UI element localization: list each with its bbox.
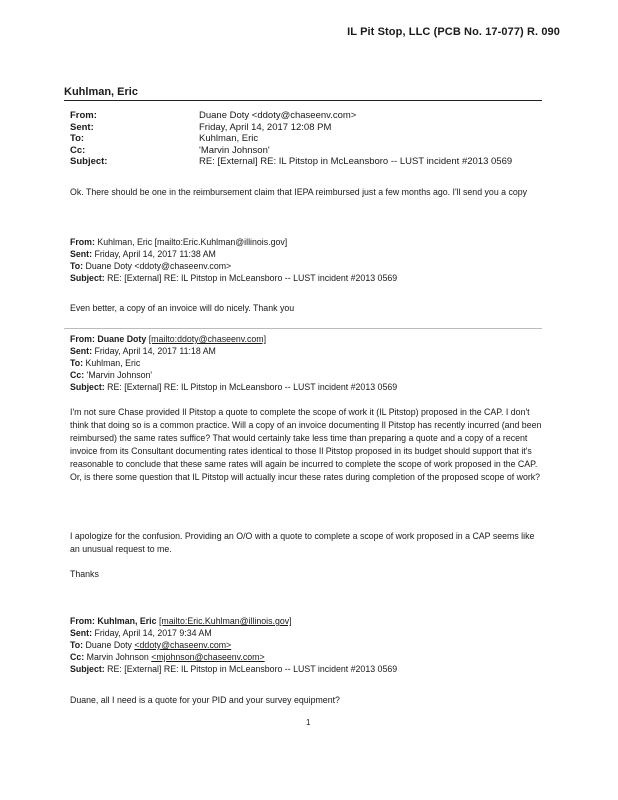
- email-header-table: [70, 110, 512, 168]
- message-2-subject: Subject: RE: [External] RE: IL Pitstop in McLeansboro -- LUST incident #2013 0569: [70, 273, 398, 283]
- message-4-to-email-link[interactable]: <ddoty@chaseenv.com>: [134, 640, 232, 650]
- message-3-from: From: Duane Doty [mailto:ddoty@chaseenv.com]: [70, 334, 267, 344]
- message-2-sent: Sent: Friday, April 14, 2017 11:38 AM: [70, 249, 216, 259]
- header-row-cc: Cc: 'Marvin Johnson': [70, 144, 270, 156]
- mailbox-owner-name: Kuhlman, Eric: [64, 86, 138, 98]
- message-2-to: To: Duane Doty <ddoty@chaseenv.com>: [70, 261, 232, 271]
- message-3-mailto-link[interactable]: [mailto:ddoty@chaseenv.com]: [148, 334, 267, 344]
- message-4-mailto-link[interactable]: [mailto:Eric.Kuhlman@illinois.gov]: [158, 616, 292, 626]
- message-1-body: Ok. There should be one in the reimbursement claim that IEPA reimbursed just a few months ago. I'll send you a copy: [70, 187, 528, 197]
- message-2-body: Even better, a copy of an invoice will do nicely. Thank you: [70, 303, 295, 313]
- message-separator: [64, 328, 542, 329]
- message-4-body: Duane, all I need is a quote for your PID and your survey equipment?: [70, 695, 340, 705]
- message-3-subject: Subject: RE: [External] RE: IL Pitstop in McLeansboro -- LUST incident #2013 0569: [70, 382, 398, 392]
- message-4-header: [70, 615, 545, 675]
- message-3-paragraph-1: I'm not sure Chase provided Il Pitstop a quote to complete the scope of work it (IL Pitstop) proposed in the CAP. I don't think that doing so is a common practice. Will a copy of an invoice documenting Il Pitstop has recently incurred (and been reimbursed) the same rates suffice? That would certainly take less time than preparing a quote and a copy of a recent invoice from its Consultant documenting rates identical to those Il Pitstop proposed in its budget should support that it's reasonable to conclude that these same rates will again be incurred to complete the scope of work proposed in the CAP. Or, is there some question that IL Pitstop will actually incur these rates during completion of the proposed scope of work?: [70, 407, 542, 482]
- message-4-cc-email-link[interactable]: <mjohnson@chaseenv.com>: [151, 652, 265, 662]
- document-identifier: IL Pit Stop, LLC (PCB No. 17-077) R. 090: [347, 26, 560, 38]
- message-4-from: From: Kuhlman, Eric [mailto:Eric.Kuhlman@illinois.gov]: [70, 616, 292, 626]
- header-row-to: To: Kuhlman, Eric: [70, 133, 259, 144]
- message-4-subject: Subject: RE: [External] RE: IL Pitstop in McLeansboro -- LUST incident #2013 0569: [70, 664, 398, 674]
- page-number: 1: [306, 718, 311, 727]
- message-3-to: To: Kuhlman, Eric: [70, 358, 141, 368]
- header-row-from: From: Duane Doty <ddoty@chaseenv.com>: [70, 110, 357, 121]
- message-2-header: [70, 236, 545, 284]
- header-row-sent: Sent: Friday, April 14, 2017 12:08 PM: [70, 121, 332, 133]
- header-divider: [64, 100, 542, 101]
- message-2-from: From: Kuhlman, Eric [mailto:Eric.Kuhlman@illinois.gov]: [70, 237, 288, 247]
- header-row-subject: Subject: RE: [External] RE: IL Pitstop in McLeansboro -- LUST incident #2013 0569: [70, 156, 513, 167]
- message-4-sent: Sent: Friday, April 14, 2017 9:34 AM: [70, 628, 212, 638]
- message-4-cc: Cc: Marvin Johnson <mjohnson@chaseenv.com>: [70, 652, 265, 662]
- message-3-sent: Sent: Friday, April 14, 2017 11:18 AM: [70, 346, 216, 356]
- message-3-header: [70, 333, 545, 393]
- message-3-signoff: Thanks: [70, 569, 99, 579]
- message-3-paragraph-2: I apologize for the confusion. Providing an O/O with a quote to complete a scope of work proposed in a CAP seems like an unusual request to me.: [70, 531, 535, 554]
- message-3-cc: Cc: 'Marvin Johnson': [70, 370, 153, 380]
- message-4-to: To: Duane Doty <ddoty@chaseenv.com>: [70, 640, 232, 650]
